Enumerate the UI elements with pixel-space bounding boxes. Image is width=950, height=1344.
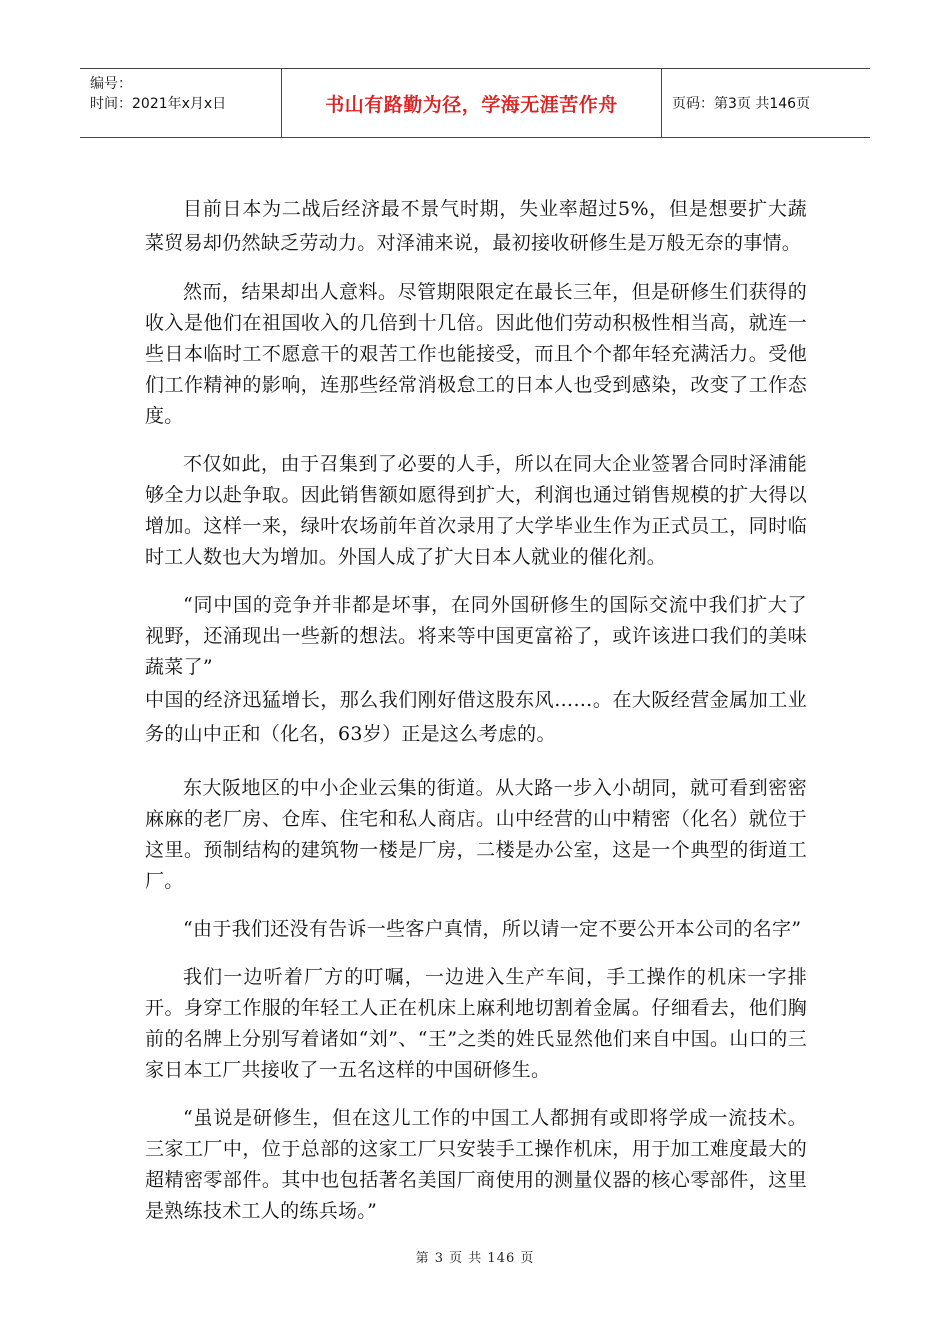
document-body	[145, 192, 807, 1244]
paragraph: 目前日本为二战后经济最不景气时期，失业率超过5%，但是想要扩大蔬菜贸易却仍然缺乏劳动力。对泽浦来说，最初接收研修生是万般无奈的事情。	[145, 198, 807, 254]
quote-paragraph: “虽说是研修生，但在这儿工作的中国工人都拥有或即将学成一流技术。三家工厂中，位于总部的这家工厂只安装手工操作机床，用于加工难度最大的超精密零部件。其中也包括著名美国厂商使用的测量仪器的核心零部件，这里是熟练技术工人的练兵场。”	[145, 1107, 807, 1222]
document-number-label: 编号：	[90, 76, 132, 92]
quote-paragraph: “由于我们还没有告诉一些客户真情，所以请一定不要公开本公司的名字”	[183, 918, 802, 940]
header-motto: 书山有路勤为径，学海无涯苦作舟	[282, 69, 662, 137]
paragraph: 不仅如此，由于召集到了必要的人手，所以在同大企业签署合同时泽浦能够全力以赴争取。因此销售额如愿得到扩大，利润也通过销售规模的扩大得以增加。这样一来，绿叶农场前年首次录用了大学毕业生作为正式员工，同时临时工人数也大为增加。外国人成了扩大日本人就业的催化剂。	[145, 453, 807, 568]
quote-paragraph: “同中国的竞争并非都是坏事，在同外国研修生的国际交流中我们扩大了视野，还涌现出一些新的想法。将来等中国更富裕了，或许该进口我们的美味蔬菜了”	[145, 594, 807, 678]
paragraph: 东大阪地区的中小企业云集的街道。从大路一步入小胡同，就可看到密密麻麻的老厂房、仓库、住宅和私人商店。山中经营的山中精密（化名）就位于这里。预制结构的建筑物一楼是厂房，二楼是办公室，这是一个典型的街道工厂。	[145, 777, 807, 892]
header-page-number: 页码：第3页 共146页	[672, 96, 811, 112]
page-header	[80, 68, 870, 138]
document-date-label: 时间：2021年x月x日	[90, 96, 227, 112]
paragraph: 然而，结果却出人意料。尽管期限限定在最长三年，但是研修生们获得的收入是他们在祖国收入的几倍到十几倍。因此他们劳动积极性相当高，就连一些日本临时工不愿意干的艰苦工作也能接受，而且个个都年轻充满活力。受他们工作精神的影响，连那些经常消极怠工的日本人也受到感染，改变了工作态度。	[145, 281, 807, 427]
paragraph: 我们一边听着厂方的叮嘱，一边进入生产车间，手工操作的机床一字排开。身穿工作服的年轻工人正在机床上麻利地切割着金属。仔细看去，他们胸前的名牌上分别写着诸如“刘”、“王”之类的姓氏显然他们来自中国。山口的三家日本工厂共接收了一五名这样的中国研修生。	[145, 966, 807, 1081]
header-meta	[80, 69, 282, 137]
paragraph: 中国的经济迅猛增长，那么我们刚好借这股东风……。在大阪经营金属加工业务的山中正和（化名，63岁）正是这么考虑的。	[145, 689, 807, 745]
page-footer: 第 3 页 共 146 页	[415, 1251, 535, 1266]
